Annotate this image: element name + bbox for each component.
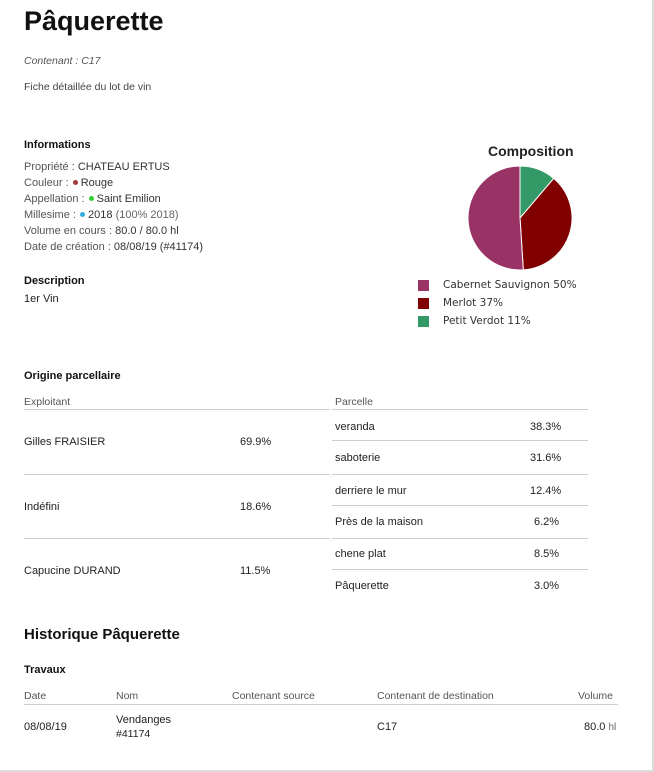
divider [332,409,588,410]
info-value: Saint Emilion [96,193,161,205]
exploitant-name: Indéfini [24,501,60,513]
info-value: Rouge [80,177,114,189]
divider [332,474,588,475]
col-header-date: Date [24,690,47,702]
info-date-creation [24,239,203,255]
chart-title: Composition [488,143,574,159]
travaux-date: 08/08/19 [24,721,67,733]
parcelle-pct: 31.6% [530,452,562,464]
divider [332,538,588,539]
info-propriete [24,159,170,175]
parcelle-name: Près de la maison [335,516,424,528]
col-header-exploitant: Exploitant [24,396,71,408]
description-heading: Description [24,275,85,287]
travaux-ref: #41174 [116,728,151,740]
informations-heading: Informations [24,139,91,151]
info-value: CHATEAU ERTUS [77,161,170,173]
travaux-destination: C17 [377,721,398,733]
pie-slice-cabernet-sauvignon [468,166,523,270]
volume-value: 80.0 [584,721,606,733]
parcelle-pct: 6.2% [534,516,560,528]
parcelle-pct: 8.5% [534,548,560,560]
travaux-volume [584,721,616,733]
legend-swatch [418,298,429,309]
parcelle-name: derriere le mur [335,485,407,497]
travaux-heading: Travaux [24,664,66,676]
legend-swatch [418,280,429,291]
divider [24,409,330,410]
parcelle-name: chene plat [335,548,386,560]
info-label: Appellation : [24,193,85,205]
info-volume [24,223,179,239]
info-label: Millesime : [24,209,76,221]
legend-swatch [418,316,429,327]
parcelle-name: veranda [335,421,375,433]
appellation-dot-icon [89,196,94,201]
millesime-dot-icon [80,212,85,217]
page-title: Pâquerette [24,6,164,36]
divider [24,704,618,705]
col-header-volume: Volume [578,690,614,702]
divider [332,505,588,506]
info-millesime [24,207,179,223]
divider [332,569,588,570]
info-value: 2018 [88,209,113,221]
exploitant-name: Capucine DURAND [24,565,121,577]
parcelle-pct: 3.0% [534,580,560,592]
info-label: Date de création : [24,241,111,253]
col-header-nom: Nom [116,690,139,702]
legend-item [418,298,618,310]
parcelle-pct: 12.4% [530,485,562,497]
page-description: Fiche détaillée du lot de vin [24,81,152,93]
exploitant-pct: 69.9% [240,436,272,448]
parcelle-name: saboterie [335,452,381,464]
exploitant-pct: 18.6% [240,501,272,513]
col-header-parcelle: Parcelle [335,396,373,408]
historique-heading: Historique Pâquerette [24,626,180,643]
info-appellation [24,191,161,207]
volume-unit: hl [608,722,617,733]
legend-label: Petit Verdot 11% [443,315,531,327]
legend-label: Cabernet Sauvignon 50% [443,279,577,291]
legend-label: Merlot 37% [443,297,503,309]
parcelle-name: Pâquerette [335,580,389,592]
divider [24,474,330,475]
legend-item [418,316,618,328]
origine-heading: Origine parcellaire [24,370,121,382]
info-extra: (100% 2018) [115,209,179,221]
travaux-nom: Vendanges [116,714,172,726]
col-header-destination: Contenant de destination [377,690,494,702]
info-value: 08/08/19 (#41174) [113,241,203,253]
info-value: 80.0 / 80.0 hl [115,225,179,237]
col-header-source: Contenant source [232,690,315,702]
info-label: Volume en cours : [24,225,113,237]
exploitant-pct: 11.5% [240,565,271,577]
divider [332,440,588,441]
info-label: Couleur : [24,177,69,189]
info-couleur [24,175,113,191]
divider [24,538,330,539]
color-dot-icon [73,180,78,185]
container-line: Contenant : C17 [24,55,101,67]
description-text: 1er Vin [24,293,59,305]
composition-pie-chart [462,160,578,276]
info-label: Propriété : [24,161,75,173]
parcelle-pct: 38.3% [530,421,562,433]
exploitant-name: Gilles FRAISIER [24,436,106,448]
